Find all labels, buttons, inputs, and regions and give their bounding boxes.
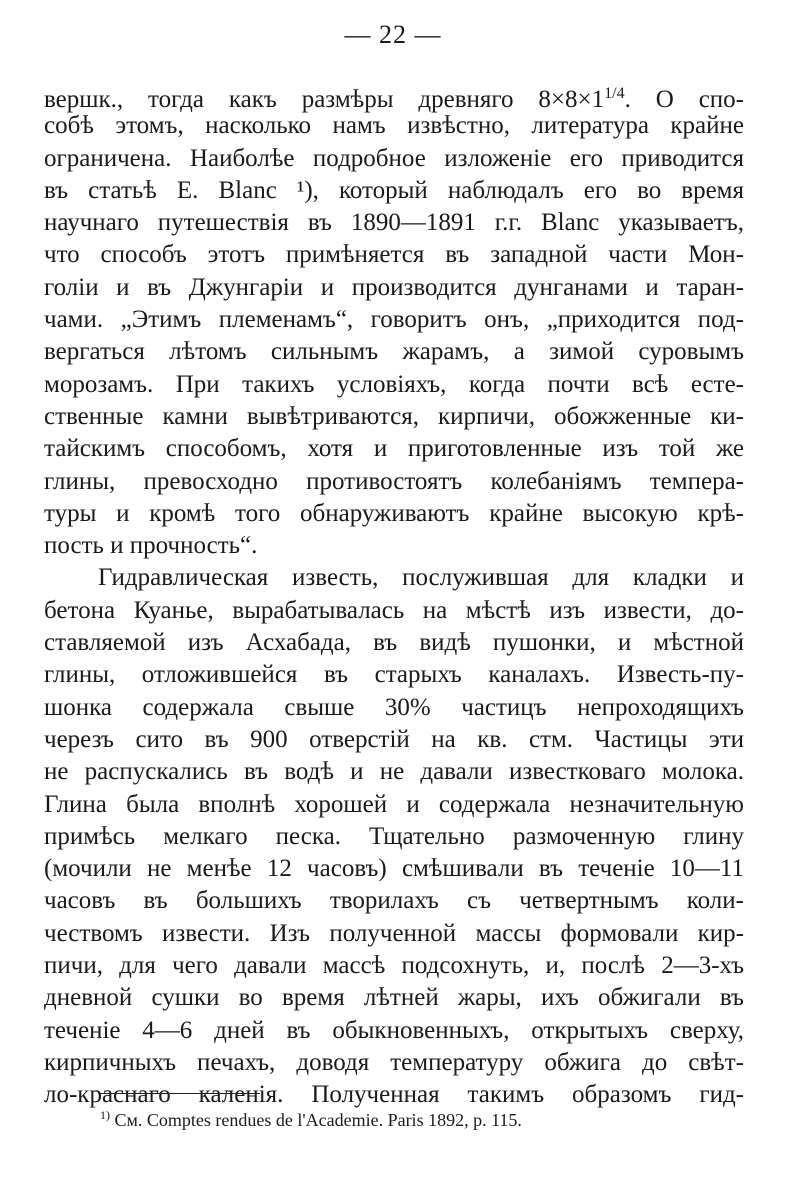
footnote — [100, 1108, 522, 1131]
text-line: теченіе 4—6 дней въ обыкновенныхъ, открытыхъ сверху, — [44, 1016, 744, 1044]
text-line: глины, отложившейся въ старыхъ каналахъ. Известь-пу- — [44, 661, 744, 689]
text-line: глины, превосходно противостоятъ колебаніямъ темпера- — [44, 467, 744, 495]
text-line: научнаго путешествія въ 1890—1891 г.г. Blanc указываетъ, — [44, 209, 744, 237]
text-line: пичи, для чего давали массѣ подсохнуть, и, послѣ 2—3-хъ — [44, 952, 744, 980]
text-line: вершк., тогда какъ размѣры древняго $8\times 8\times 1^{1/4}$. О спо- — [44, 85, 744, 113]
text-line: вергаться лѣтомъ сильнымъ жарамъ, а зимой суровымъ — [44, 338, 744, 366]
text-line: пость и прочность“. — [44, 532, 258, 560]
text-line: морозамъ. При такихъ условіяхъ, когда почти всѣ есте- — [44, 370, 744, 398]
body-text — [44, 78, 744, 1112]
text-line: часовъ въ большихъ творилахъ съ четвертнымъ коли- — [44, 887, 744, 915]
text-line: Глина была вполнѣ хорошей и содержала незначительную — [44, 790, 744, 818]
text-line: ло-краснаго каленія. Полученная такимъ образомъ гид- — [44, 1081, 744, 1109]
text-line: тайскимъ способомъ, хотя и приготовленные изъ той же — [44, 435, 744, 463]
text-line: дневной сушки во время лѣтней жары, ихъ обжигали въ — [44, 984, 744, 1012]
text-line: что способъ этотъ примѣняется въ западной части Мон- — [44, 241, 744, 269]
page-number: — 22 — — [344, 20, 442, 49]
text-line: бетона Куанье, вырабатывалась на мѣстѣ изъ извести, до- — [44, 596, 744, 624]
text-line: кирпичныхъ печахъ, доводя температуру обжига до свѣт- — [44, 1048, 744, 1076]
text-line: ограничена. Наиболѣе подробное изложеніе его приводится — [44, 144, 744, 172]
text-line: Гидравлическая известь, послужившая для кладки и — [98, 564, 744, 592]
text-line: чествомъ извести. Изъ полученной массы формовали кир- — [44, 919, 744, 947]
text-line: туры и кромѣ того обнаруживаютъ крайне высокую крѣ- — [44, 499, 744, 527]
text-line: примѣсь мелкаго песка. Тщательно размоченную глину — [44, 822, 744, 850]
text-line: ственные камни вывѣтриваются, кирпичи, обожженные ки- — [44, 402, 744, 430]
fraction: 1/4 — [604, 85, 625, 102]
text-line: ставляемой изъ Асхабада, въ видѣ пушонки, и мѣстной — [44, 629, 744, 657]
text-line: чами. „Этимъ племенамъ“, говоритъ онъ, „приходится под- — [44, 306, 744, 334]
text-line: голіи и въ Джунгаріи и производится дунганами и таран- — [44, 273, 744, 301]
text-line: шонка содержала свыше 30% частицъ непроходящихъ — [44, 693, 744, 721]
footnote-text: См. Comptes rendues de l'Academie. Paris 1892, p. 115. — [110, 1110, 522, 1130]
text-line: (мочили не менѣе 12 часовъ) смѣшивали въ теченіе 10—11 — [44, 855, 744, 883]
text-line: не распускались въ водѣ и не давали известковаго молока. — [44, 758, 744, 786]
text-line: въ статьѣ E. Blanc ¹), который наблюдалъ его во время — [44, 176, 744, 204]
footnote-divider — [100, 1093, 260, 1094]
text-line: собѣ этомъ, насколько намъ извѣстно, литература крайне — [44, 112, 744, 140]
text-line: черезъ сито въ 900 отверстій на кв. стм. Частицы эти — [44, 725, 744, 753]
footnote-marker: 1) — [100, 1108, 110, 1122]
